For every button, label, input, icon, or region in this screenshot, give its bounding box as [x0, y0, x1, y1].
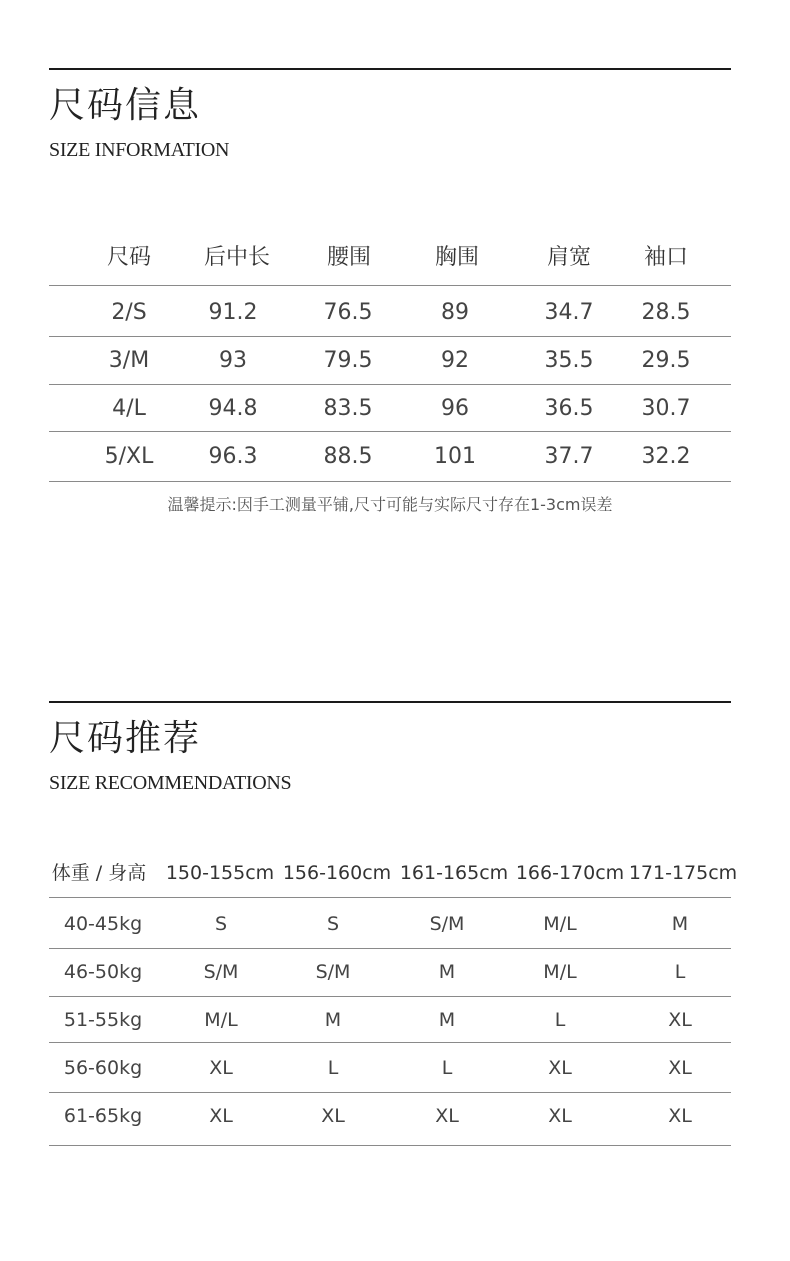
table-cell: 79.5: [323, 348, 373, 373]
table-cell: 94.8: [208, 396, 258, 421]
table-cell: 29.5: [641, 348, 691, 373]
table-cell: L: [441, 1057, 453, 1079]
header-cell: 尺码: [106, 245, 152, 270]
table-cell: 83.5: [323, 396, 373, 421]
header-cell: 后中长: [203, 245, 271, 270]
table-cell: M: [438, 1009, 456, 1031]
table-cell: 61-65kg: [63, 1105, 143, 1127]
table-cell: 89: [441, 300, 469, 325]
table-cell: 46-50kg: [63, 961, 143, 983]
table-cell: 30.7: [641, 396, 691, 421]
table-cell: 36.5: [544, 396, 594, 421]
header-cell: 171-175cm: [628, 862, 738, 884]
table-cell: 56-60kg: [63, 1057, 143, 1079]
size-information-section: [49, 68, 731, 518]
table-divider: [49, 897, 731, 898]
header-cell: 体重 / 身高: [51, 862, 147, 884]
table-cell: 88.5: [323, 444, 373, 469]
table-divider: [49, 431, 731, 432]
table-cell: S/M: [315, 961, 351, 983]
table-cell: XL: [435, 1105, 459, 1127]
table-divider: [49, 948, 731, 949]
table-divider: [49, 1145, 731, 1146]
table-cell: 37.7: [544, 444, 594, 469]
table-cell: 96.3: [208, 444, 258, 469]
header-cell: 胸围: [434, 245, 480, 270]
table-cell: M: [438, 961, 456, 983]
table-cell: M/L: [543, 913, 577, 935]
header-cell: 肩宽: [546, 245, 592, 270]
table-cell: S/M: [203, 961, 239, 983]
table-cell: XL: [668, 1057, 692, 1079]
section-top-rule: [49, 701, 731, 703]
table-cell: 4/L: [112, 396, 146, 421]
table-cell: 96: [441, 396, 469, 421]
table-divider: [49, 996, 731, 997]
table-cell: 34.7: [544, 300, 594, 325]
section-title-cn: 尺码推荐: [49, 718, 202, 759]
table-cell: XL: [668, 1009, 692, 1031]
table-divider: [49, 336, 731, 337]
header-cell: 156-160cm: [282, 862, 392, 884]
table-cell: M/L: [543, 961, 577, 983]
section-title-en: SIZE RECOMMENDATIONS: [49, 772, 292, 794]
table-cell: L: [327, 1057, 339, 1079]
header-cell: 袖口: [643, 245, 689, 270]
table-cell: M: [671, 913, 689, 935]
header-cell: 166-170cm: [515, 862, 625, 884]
section-title-en: SIZE INFORMATION: [49, 139, 230, 161]
table-cell: 93: [219, 348, 247, 373]
measurement-note: 温馨提示:因手工测量平铺,尺寸可能与实际尺寸存在1-3cm误差: [167, 495, 613, 514]
table-cell: 40-45kg: [63, 913, 143, 935]
table-cell: 76.5: [323, 300, 373, 325]
table-cell: 32.2: [641, 444, 691, 469]
table-divider: [49, 481, 731, 482]
table-cell: 28.5: [641, 300, 691, 325]
table-cell: S: [326, 913, 340, 935]
table-cell: S/M: [429, 913, 465, 935]
table-cell: M: [324, 1009, 342, 1031]
table-cell: L: [554, 1009, 566, 1031]
section-title-cn: 尺码信息: [49, 85, 202, 126]
table-cell: 101: [434, 444, 476, 469]
size-recommendations-section: [49, 701, 738, 1151]
table-divider: [49, 1092, 731, 1093]
table-cell: M/L: [204, 1009, 238, 1031]
table-cell: 3/M: [108, 348, 150, 373]
table-cell: 92: [441, 348, 469, 373]
header-cell: 150-155cm: [165, 862, 275, 884]
table-divider: [49, 1042, 731, 1043]
table-cell: 2/S: [111, 300, 147, 325]
header-cell: 161-165cm: [399, 862, 509, 884]
table-divider: [49, 285, 731, 286]
section-top-rule: [49, 68, 731, 70]
table-cell: XL: [209, 1105, 233, 1127]
table-cell: S: [214, 913, 228, 935]
table-divider: [49, 384, 731, 385]
table-cell: XL: [209, 1057, 233, 1079]
table-cell: XL: [548, 1105, 572, 1127]
table-cell: 5/XL: [104, 444, 154, 469]
table-cell: XL: [668, 1105, 692, 1127]
header-cell: 腰围: [326, 245, 372, 270]
table-cell: L: [674, 961, 686, 983]
table-cell: 91.2: [208, 300, 258, 325]
table-cell: XL: [321, 1105, 345, 1127]
table-cell: 51-55kg: [63, 1009, 143, 1031]
table-cell: 35.5: [544, 348, 594, 373]
table-cell: XL: [548, 1057, 572, 1079]
